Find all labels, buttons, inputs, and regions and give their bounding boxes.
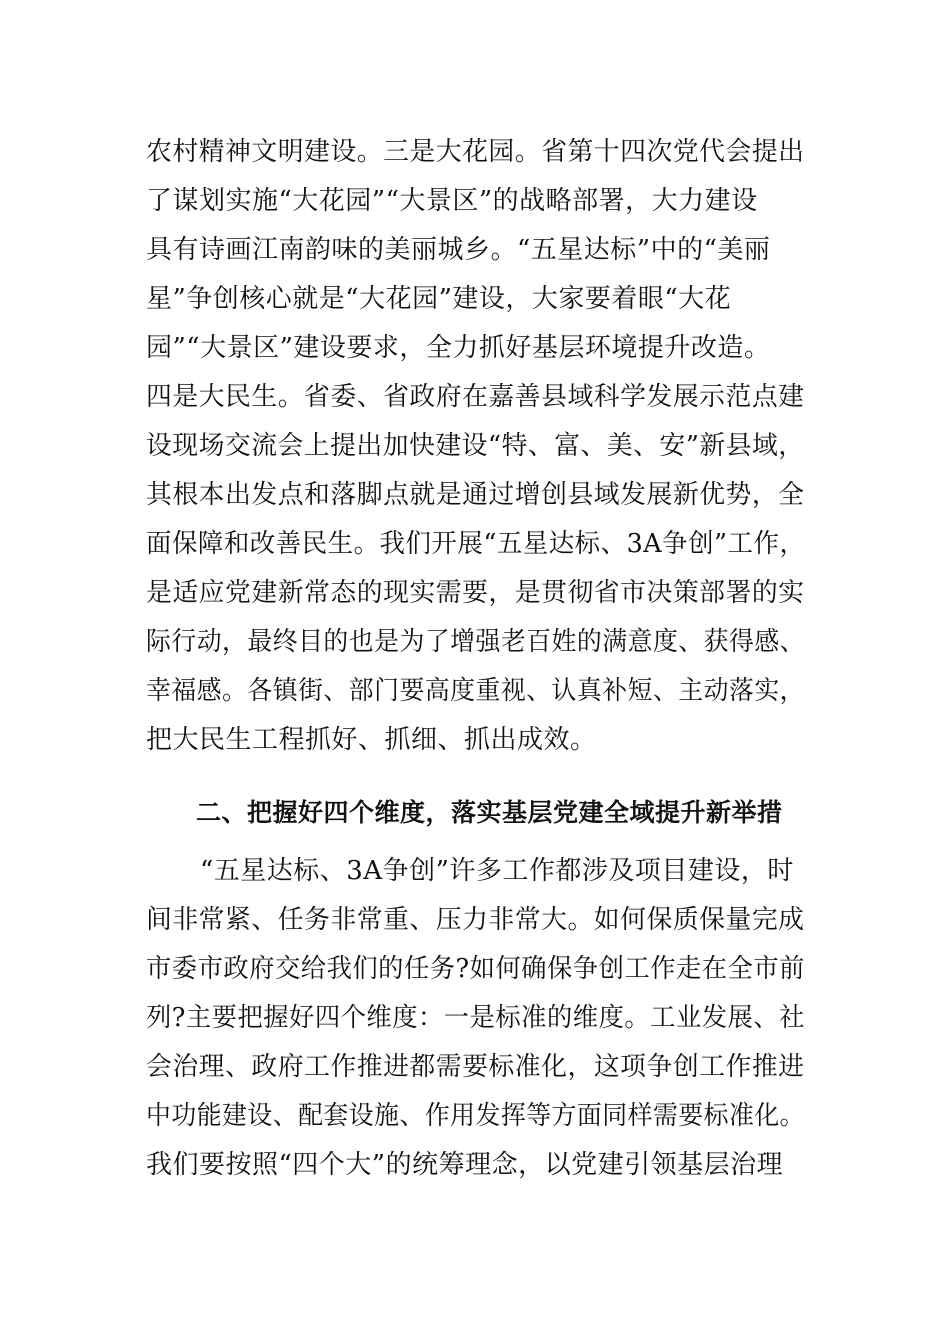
paragraph-1-line-6: 四是大民生。省委、省政府在嘉善县域科学发展示范点建: [146, 382, 805, 412]
paragraph-2-line-5: 会治理、政府工作推进都需要标准化，这项争创工作推进: [146, 1052, 805, 1082]
paragraph-1-line-8: 其根本出发点和落脚点就是通过增创县域发展新优势，全: [146, 480, 805, 510]
paragraph-2-line-4: 列?主要把握好四个维度：一是标准的维度。工业发展、社: [146, 1003, 805, 1033]
paragraph-1-line-12: 幸福感。各镇街、部门要高度重视、认真补短、主动落实，: [146, 676, 806, 706]
paragraph-1-line-5: 园”“大景区”建设要求，全力抓好基层环境提升改造。: [146, 333, 771, 363]
paragraph-2-line-1: “五星达标、3A争创”许多工作都涉及项目建设，时: [200, 856, 794, 886]
paragraph-1-line-7: 设现场交流会上提出加快建设“特、富、美、安”新县域，: [146, 431, 805, 461]
paragraph-2-line-3: 市委市政府交给我们的任务?如何确保争创工作走在全市前: [146, 954, 805, 984]
paragraph-2-line-2: 间非常紧、任务非常重、压力非常大。如何保质保量完成: [146, 905, 805, 935]
paragraph-1-line-4: 星”争创核心就是“大花园”建设，大家要着眼“大花: [146, 284, 732, 314]
paragraph-1-line-1: 农村精神文明建设。三是大花园。省第十四次党代会提出: [146, 137, 805, 167]
paragraph-2-line-6: 中功能建设、配套设施、作用发挥等方面同样需要标准化。: [146, 1101, 806, 1131]
paragraph-1-line-2: 了谋划实施“大花园”“大景区”的战略部署，大力建设: [146, 186, 758, 216]
section-heading: 二、把握好四个维度，落实基层党建全域提升新举措: [196, 798, 783, 827]
paragraph-1-line-10: 是适应党建新常态的现实需要，是贯彻省市决策部署的实: [146, 578, 805, 608]
paragraph-1-line-3: 具有诗画江南韵味的美丽城乡。“五星达标”中的“美丽: [146, 235, 771, 265]
paragraph-1-line-11: 际行动，最终目的也是为了增强老百姓的满意度、获得感、: [146, 627, 806, 657]
paragraph-2-line-7: 我们要按照“四个大”的统筹理念，以党建引领基层治理: [146, 1150, 784, 1180]
paragraph-1-line-9: 面保障和改善民生。我们开展“五星达标、3A争创”工作，: [146, 529, 806, 559]
paragraph-1-line-13: 把大民生工程抓好、抓细、抓出成效。: [146, 725, 597, 755]
